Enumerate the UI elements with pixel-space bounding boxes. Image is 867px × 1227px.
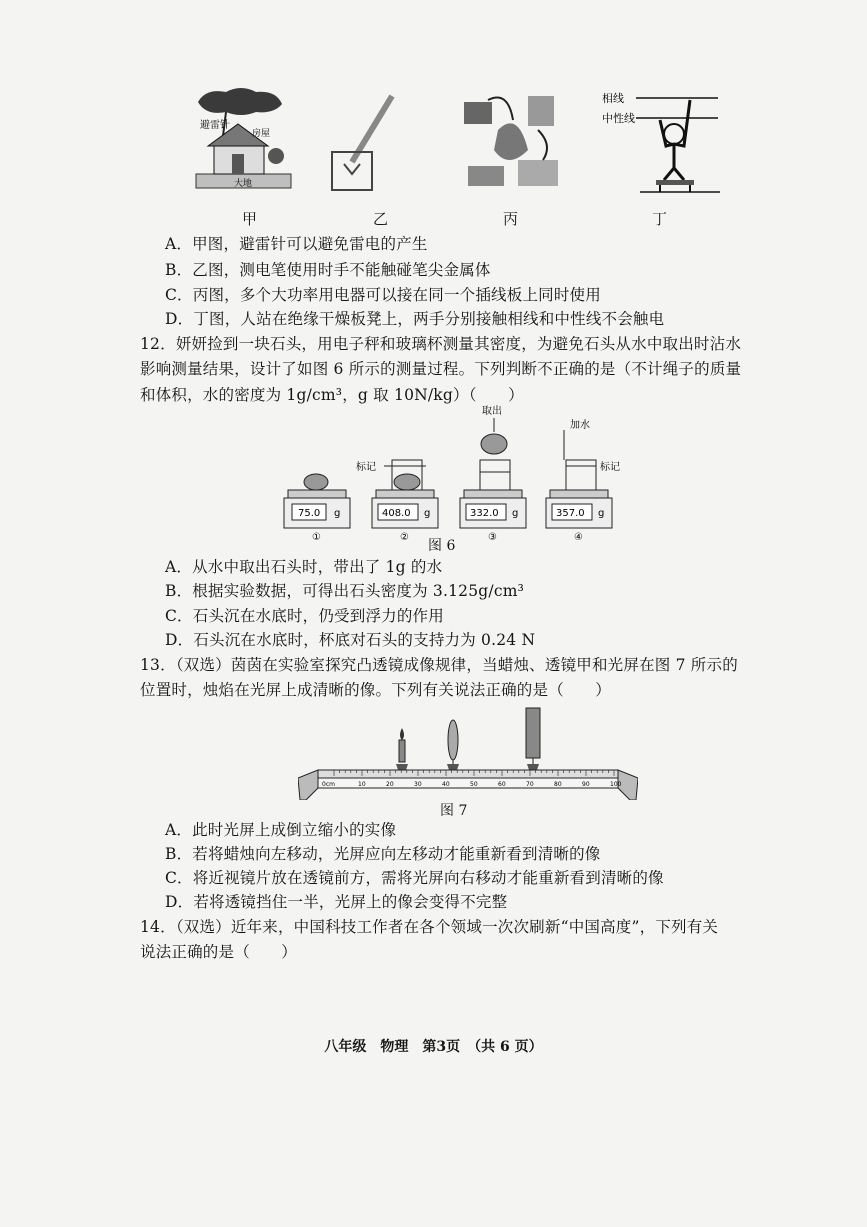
scale-1 — [284, 474, 350, 542]
convex-lens — [448, 720, 458, 764]
q11-option-b: B．乙图，测电笔使用时手不能触碰笔尖金属体 — [165, 261, 491, 279]
scale-1-num: ① — [312, 532, 321, 542]
ruler-tick-label: 40 — [442, 781, 450, 788]
ruler-tick-label: 30 — [414, 781, 422, 788]
scale-1-reading: 75.0 — [298, 508, 321, 519]
scale-2-note: 标记 — [356, 462, 376, 473]
figure-ding-label: 丁 — [652, 210, 668, 228]
scale-4 — [546, 418, 620, 542]
scale-4-num: ④ — [574, 532, 583, 542]
ground-label: 大地 — [234, 179, 253, 189]
scale-4-unit: g — [598, 508, 605, 519]
scale-2 — [356, 460, 438, 542]
q12-stem-line-3: 和体积，水的密度为 1g/cm³，g 取 10N/kg）（ ） — [140, 386, 524, 404]
figure-7 — [298, 700, 638, 800]
figure-bing-label: 丙 — [503, 210, 519, 228]
q11-option-a: A．甲图，避雷针可以避免雷电的产生 — [165, 235, 428, 253]
q13-option-b: B．若将蜡烛向左移动，光屏应向左移动才能重新看到清晰的像 — [165, 845, 601, 863]
ruler-origin: 0cm — [322, 781, 335, 788]
q14-stem-line-1: 14．（双选）近年来，中国科技工作者在各个领域一次次刷新“中国高度”，下列有关 — [140, 918, 719, 936]
scale-3-unit: g — [512, 508, 519, 519]
q11-figure-yi — [322, 92, 402, 192]
q13-option-a: A．此时光屏上成倒立缩小的实像 — [165, 821, 397, 839]
figure-6-caption: 图 6 — [428, 538, 456, 554]
scale-3-note: 取出 — [482, 406, 502, 417]
house-label: 房屋 — [252, 129, 271, 139]
q12-option-c: C．石头沉在水底时，仍受到浮力的作用 — [165, 607, 444, 625]
q14-stem-line-2: 说法正确的是（ ） — [140, 943, 298, 961]
q11-figure-bing — [458, 90, 568, 194]
figure-jia-label: 甲 — [242, 210, 258, 228]
q12-option-a: A．从水中取出石头时，带出了 1g 的水 — [165, 558, 443, 576]
scale-4-note-2: 标记 — [600, 462, 620, 473]
ruler-tick-label: 80 — [554, 781, 562, 788]
q11-option-d: D．丁图，人站在绝缘干燥板凳上，两手分别接触相线和中性线不会触电 — [165, 310, 665, 328]
q13-option-d: D．若将透镜挡住一半，光屏上的像会变得不完整 — [165, 893, 508, 911]
ruler-tick-label: 10 — [358, 781, 366, 788]
q12-option-b: B．根据实验数据，可得出石头密度为 3.125g/cm³ — [165, 582, 525, 600]
ruler-tick-label: 100 — [610, 781, 622, 788]
candle — [399, 728, 405, 762]
scale-4-reading: 357.0 — [556, 508, 585, 519]
live-wire-label: 相线 — [602, 92, 624, 105]
lightning-rod-label: 避雷针 — [200, 120, 230, 131]
scale-4-note: 加水 — [570, 420, 590, 431]
ruler-tick-label: 60 — [498, 781, 506, 788]
scale-3-reading: 332.0 — [470, 508, 499, 519]
q11-figure-jia — [186, 84, 296, 192]
scale-3 — [460, 404, 526, 542]
q13-stem-line-1: 13．（双选）茵茵在实验室探究凸透镜成像规律，当蜡烛、透镜甲和光屏在图 7 所示的 — [140, 656, 738, 674]
q11-option-c: C．丙图，多个大功率用电器可以接在同一个插线板上同时使用 — [165, 286, 601, 304]
q12-stem-line-1: 12．妍妍捡到一块石头，用电子秤和玻璃杯测量其密度，为避免石头从水中取出时沾水 — [140, 335, 742, 353]
page-footer: 八年级 物理 第3页 （共 6 页） — [324, 1039, 543, 1055]
scale-2-reading: 408.0 — [382, 508, 411, 519]
figure-6 — [280, 402, 620, 542]
scale-1-unit: g — [334, 508, 341, 519]
q12-stem-line-2: 影响测量结果，设计了如图 6 所示的测量过程。下列判断不正确的是（不计绳子的质量 — [140, 360, 742, 378]
light-screen — [526, 708, 540, 764]
scale-2-unit: g — [424, 508, 431, 519]
q12-option-d: D．石头沉在水底时，杯底对石头的支持力为 0.24 N — [165, 631, 536, 649]
q13-option-c: C．将近视镜片放在透镜前方，需将光屏向右移动才能重新看到清晰的像 — [165, 869, 664, 887]
q11-figure-ding — [600, 88, 720, 194]
q13-stem-line-2: 位置时，烛焰在光屏上成清晰的像。下列有关说法正确的是（ ） — [140, 681, 612, 699]
figure-7-caption: 图 7 — [440, 803, 468, 819]
scale-2-num: ② — [400, 532, 409, 542]
figure-yi-label: 乙 — [373, 210, 389, 228]
ruler-tick-label: 70 — [526, 781, 534, 788]
scale-3-num: ③ — [488, 532, 497, 542]
ruler-tick-label: 90 — [582, 781, 590, 788]
ruler-tick-label: 20 — [386, 781, 394, 788]
ruler-tick-label: 50 — [470, 781, 478, 788]
neutral-wire-label: 中性线 — [602, 112, 635, 125]
